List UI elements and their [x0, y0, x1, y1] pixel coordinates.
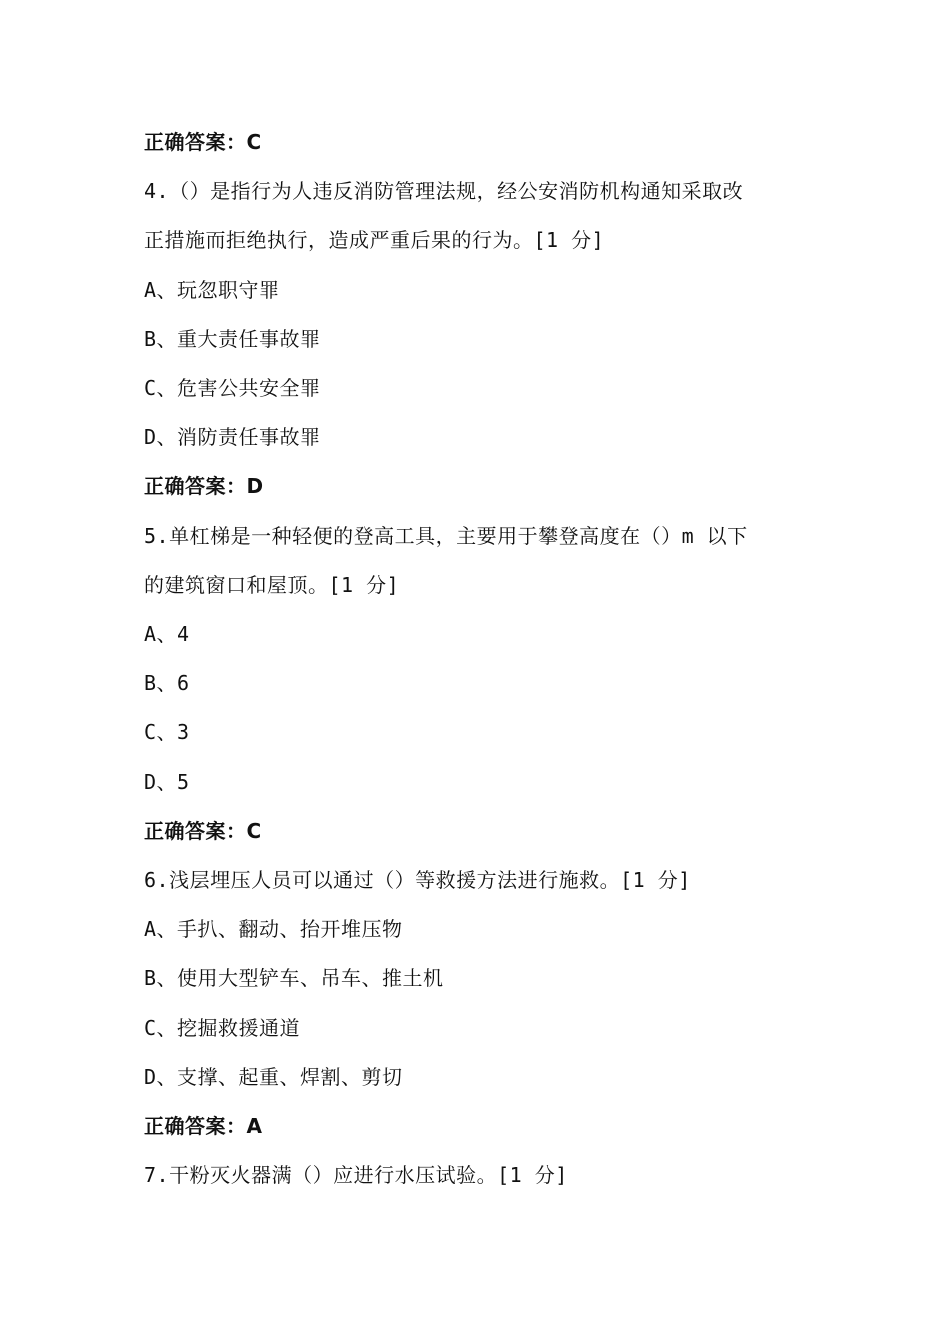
- answer-option: B、重大责任事故罪: [144, 327, 321, 351]
- answer-option: B、使用大型铲车、吊车、推土机: [144, 966, 444, 990]
- correct-answer-line: 正确答案：C: [144, 819, 262, 843]
- question-text: 7.干粉灭火器满（）应进行水压试验。[1 分]: [144, 1163, 568, 1187]
- correct-answer-line: 正确答案：A: [144, 1114, 263, 1138]
- question-text: 的建筑窗口和屋顶。[1 分]: [144, 573, 400, 597]
- question-text: 5.单杠梯是一种轻便的登高工具，主要用于攀登高度在（）m 以下: [144, 524, 748, 548]
- answer-option: D、支撑、起重、焊割、剪切: [144, 1065, 403, 1089]
- answer-option: C、3: [144, 720, 190, 744]
- answer-option: D、消防责任事故罪: [144, 425, 321, 449]
- correct-answer-line: 正确答案：C: [144, 130, 262, 154]
- answer-option: A、手扒、翻动、抬开堆压物: [144, 917, 403, 941]
- answer-option: D、5: [144, 770, 190, 794]
- question-text: 6.浅层埋压人员可以通过（）等救援方法进行施救。[1 分]: [144, 868, 691, 892]
- correct-answer-line: 正确答案：D: [144, 474, 264, 498]
- question-text: 正措施而拒绝执行，造成严重后果的行为。[1 分]: [144, 228, 605, 252]
- answer-option: A、4: [144, 622, 190, 646]
- question-text: 4.（）是指行为人违反消防管理法规，经公安消防机构通知采取改: [144, 179, 744, 203]
- answer-option: A、玩忽职守罪: [144, 278, 280, 302]
- answer-option: B、6: [144, 671, 190, 695]
- answer-option: C、危害公共安全罪: [144, 376, 321, 400]
- answer-option: C、挖掘救援通道: [144, 1016, 301, 1040]
